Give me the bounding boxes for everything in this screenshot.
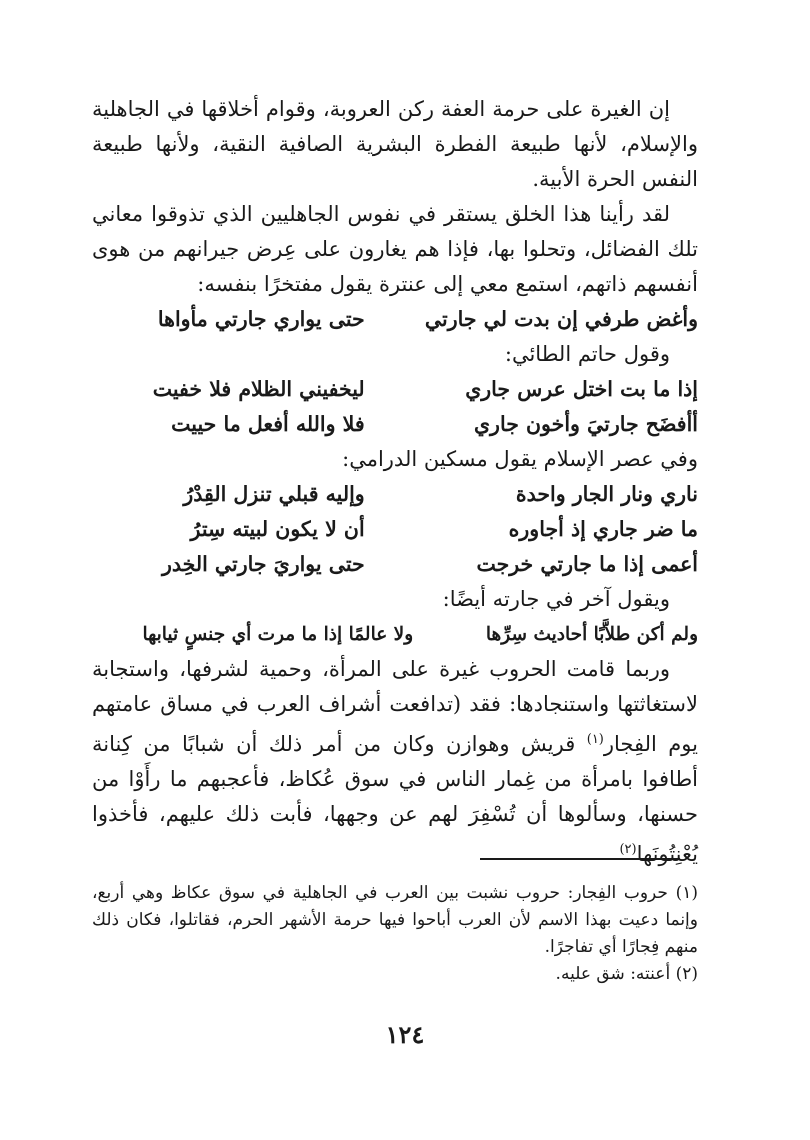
footnote-1-text: حروب الفِجار: حروب نشبت بين العرب في الجاهلية في سوق عكاظ وهي أربع، وإنما دعيت بهذا الاسم لأن العرب أباحوا فيها حرمة الأشهر الحرم، فقاتلوا، فكان ذلك منهم فِجارًا أي تفاجرًا. xyxy=(92,883,698,957)
verse-hemistich-second: أن لا يكون لبيته سِترُ xyxy=(190,517,365,541)
verse-hemistich-first: أأفضَح جارتيَ وأخون جاري xyxy=(474,412,698,436)
footnote-1 xyxy=(92,880,698,961)
footnote-1-marker: (١) xyxy=(675,883,698,903)
verse-hemistich-first: ما ضر جاري إذ أجاوره xyxy=(508,517,698,541)
footnote-2 xyxy=(92,961,698,988)
verse-line xyxy=(92,302,698,337)
paragraph-fijar-text: وربما قامت الحروب غيرة على المرأة، وحمية لشرفها، واستجابة لاستغاثتها واستنجادها: فقد (تدافعت أشراف العرب في مساق عامتهم يوم الفِجار xyxy=(92,657,699,756)
verse-hemistich-first: ناري ونار الجار واحدة xyxy=(515,482,698,506)
verse-line xyxy=(92,477,698,512)
page-number: ١٢٤ xyxy=(385,1020,425,1049)
verse-line xyxy=(92,407,698,442)
verse-line xyxy=(92,617,698,652)
verse-line xyxy=(92,372,698,407)
paragraph-fijar xyxy=(92,652,698,872)
footnote-ref-2[interactable]: (٢) xyxy=(619,842,637,857)
paragraph-intro: إن الغيرة على حرمة العفة ركن العروبة، وقوام أخلاقها في الجاهلية والإسلام، لأنها طبيعة الفطرة البشرية الصافية النقية، ولأنها طبيعة النفس الحرة الأبية. xyxy=(92,97,698,191)
miskin-intro: وفي عصر الإسلام يقول مسكين الدرامي: xyxy=(342,447,698,471)
verse-hemistich-second: وإليه قبلي تنزل القِدْرُ xyxy=(183,482,365,506)
footnote-divider xyxy=(480,858,680,860)
footnote-ref-1[interactable]: (١) xyxy=(586,732,604,747)
footnotes xyxy=(92,880,698,988)
verse-hemistich-second: ليخفيني الظلام فلا خفيت xyxy=(152,377,365,401)
verse-hemistich-first: ولم أكن طلاَّبًا أحاديث سِرِّها xyxy=(485,624,698,645)
verse-line xyxy=(92,512,698,547)
footnote-2-text: أعنته: شق عليه. xyxy=(555,964,671,984)
verse-hemistich-second: حتى يواريَ جارتي الخِدر xyxy=(161,552,365,576)
verse-hemistich-first: وأغض طرفي إن بدت لي جارتي xyxy=(424,307,698,331)
verse-hemistich-first: أعمى إذا ما جارتي خرجت xyxy=(476,552,698,576)
paragraph-fijar-continued: قريش وهوازن وكان من أمر ذلك أن شبابًا من كِنانة أطافوا بامرأة من غِمار الناس في سوق عُكاظ، فأعجبهم ما رأَوْا من حسنها، وسألوها أن تُسْفِرَ لهم عن وجهها، فأبت ذلك عليهم، فأخذوا يُعْنِتُونَها xyxy=(92,732,698,866)
verse-hemistich-second: ولا عالمًا إذا ما مرت أي جنسٍ ثيابها xyxy=(142,624,414,645)
another-intro: ويقول آخر في جارته أيضًا: xyxy=(442,587,670,611)
paragraph-antara-intro: لقد رأينا هذا الخلق يستقر في نفوس الجاهليين الذي تذوقوا معاني تلك الفضائل، وتحلوا بها، فإذا هم يغارون على عِرض جيرانهم من هوى أنفسهم ذاتهم، استمع معي إلى عنترة يقول مفتخرًا بنفسه: xyxy=(92,202,698,296)
footnote-2-marker: (٢) xyxy=(675,964,698,984)
verse-line xyxy=(92,547,698,582)
hatim-intro: وقول حاتم الطائي: xyxy=(504,342,670,366)
verse-hemistich-second: حتى يواري جارتي مأواها xyxy=(157,307,365,331)
verse-hemistich-second: فلا والله أفعل ما حييت xyxy=(171,412,365,436)
main-text xyxy=(92,92,698,872)
verse-hemistich-first: إذا ما بت اختل عرس جاري xyxy=(465,377,698,401)
